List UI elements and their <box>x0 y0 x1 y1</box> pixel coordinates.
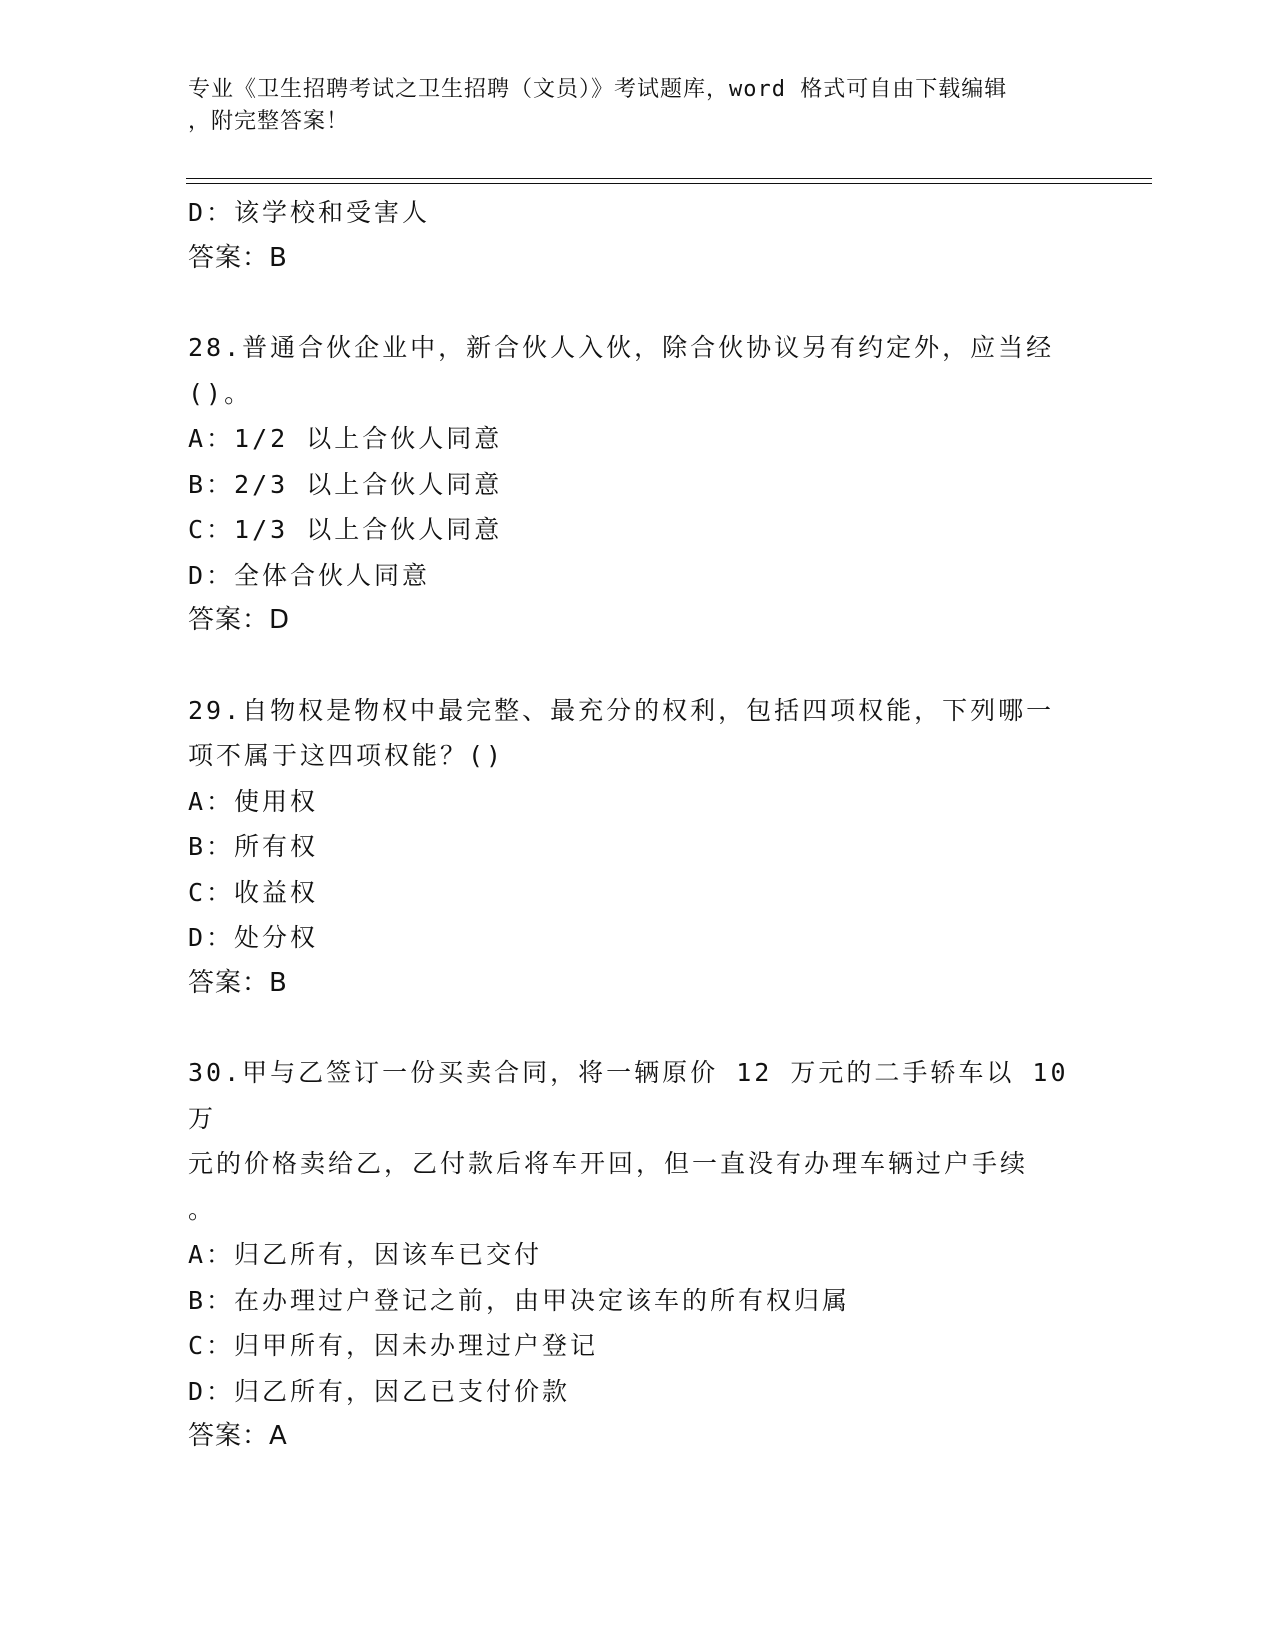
question-stem-continued: ()。 <box>188 378 253 408</box>
option-b: B：2/3 以上合伙人同意 <box>188 469 503 499</box>
spacer <box>188 1006 1088 1050</box>
question-stem: 28.普通合伙企业中，新合伙人入伙，除合伙协议另有约定外，应当经 <box>188 333 1055 362</box>
answer: 答案：D <box>188 605 291 635</box>
spacer <box>188 644 1088 688</box>
header-line-2: ，附完整答案！ <box>188 109 350 134</box>
option-b: B：在办理过户登记之前，由甲决定该车的所有权归属 <box>188 1285 851 1315</box>
header-line-1: 专业《卫生招聘考试之卫生招聘（文员）》考试题库，word 格式可自由下载编辑 <box>188 77 1008 102</box>
option-d: D：归乙所有，因乙已支付价款 <box>188 1376 571 1406</box>
option-b: B：所有权 <box>188 832 319 861</box>
answer: 答案：B <box>188 242 288 273</box>
page-header <box>188 74 1088 138</box>
option-d: D：处分权 <box>188 923 319 952</box>
header-divider-bottom <box>186 183 1152 184</box>
answer: 答案：B <box>188 967 288 998</box>
question-29 <box>188 688 1088 1007</box>
option-c: C：收益权 <box>188 877 319 907</box>
option-c: C：归甲所有，因未办理过户登记 <box>188 1331 599 1360</box>
question-30 <box>188 1050 1088 1460</box>
question-stem-continued: 元的价格卖给乙，乙付款后将车开回，但一直没有办理车辆过户手续 <box>188 1149 1029 1178</box>
option-a: A：1/2 以上合伙人同意 <box>188 424 503 453</box>
question-28 <box>188 325 1088 644</box>
spacer <box>188 281 1088 325</box>
option-a: A：归乙所有，因该车已交付 <box>188 1240 543 1269</box>
option-d: D：该学校和受害人 <box>188 198 431 227</box>
option-a: A：使用权 <box>188 786 319 816</box>
option-d: D：全体合伙人同意 <box>188 560 431 590</box>
question-content <box>188 190 1088 1460</box>
question-stem-continued: 项不属于这四项权能？() <box>188 741 505 770</box>
previous-question-tail <box>188 190 1088 281</box>
question-stem-continued: 。 <box>188 1194 217 1224</box>
question-stem: 29.自物权是物权中最完整、最充分的权利，包括四项权能，下列哪一 <box>188 695 1055 725</box>
question-stem: 30.甲与乙签订一份买卖合同，将一辆原价 12 万元的二手轿车以 10 万 <box>188 1058 1087 1133</box>
option-c: C：1/3 以上合伙人同意 <box>188 515 503 544</box>
answer: 答案：A <box>188 1421 288 1451</box>
header-divider-top <box>186 178 1152 179</box>
